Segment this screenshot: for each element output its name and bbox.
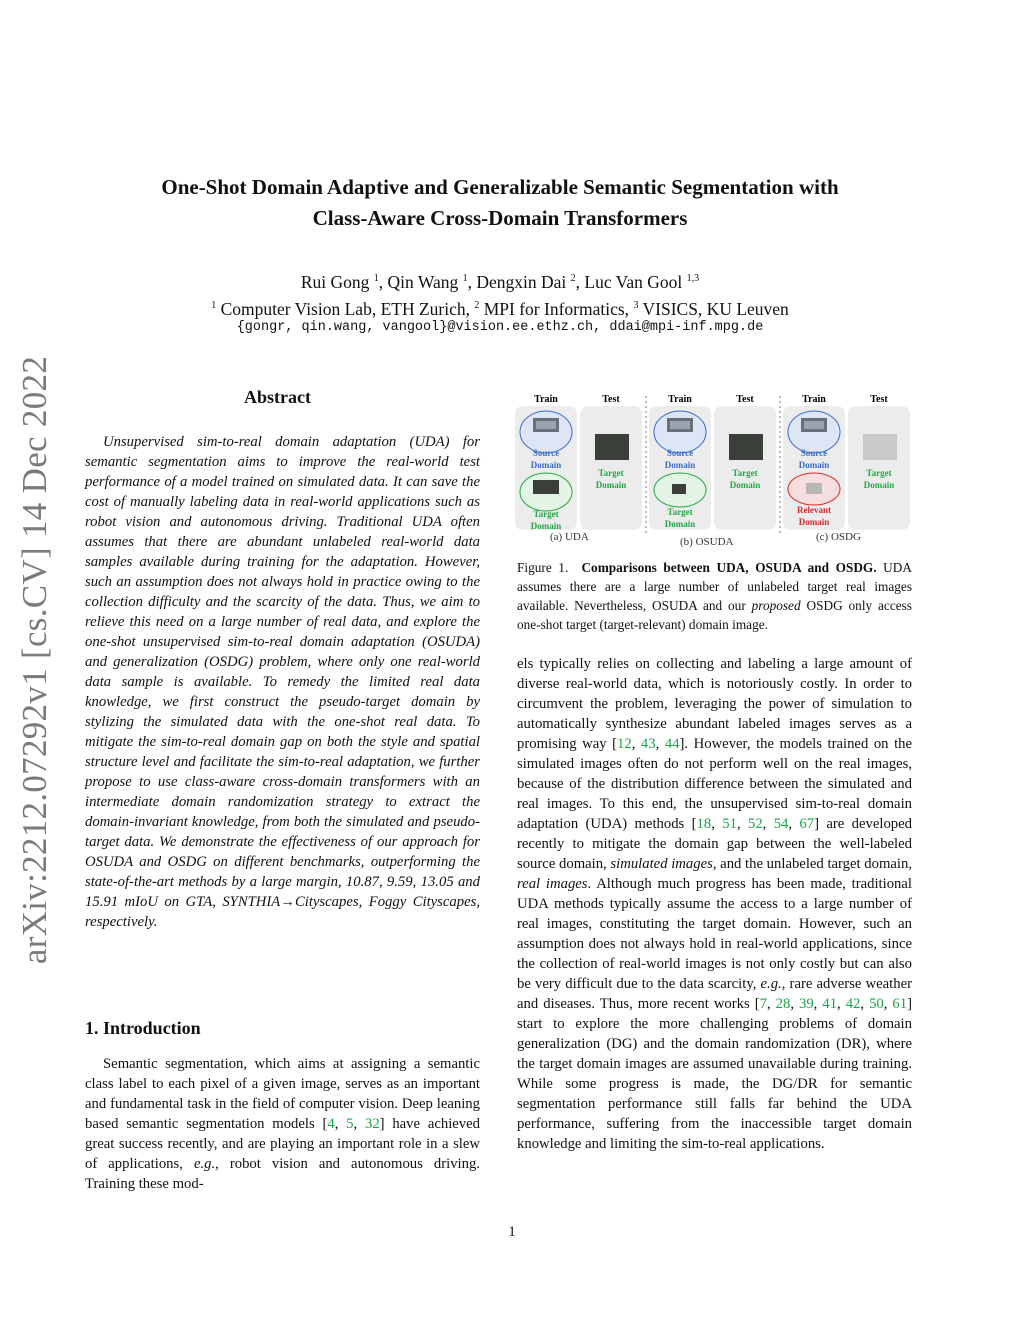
citation-link[interactable]: 61 [892,996,908,1012]
svg-text:Domain: Domain [863,480,895,490]
citation-link[interactable]: 67 [799,816,815,832]
citation-link[interactable]: 50 [869,996,884,1012]
author-list: Rui Gong $^1$, Qin Wang $^1$, Dengxin Dai $^2$, Luc Van Gool $^{1,3}$ [300,271,700,292]
svg-text:Domain: Domain [530,521,562,531]
svg-text:Relevant: Relevant [797,505,831,515]
affiliations: $^1$ Computer Vision Lab, ETH Zurich, $^2$ MPI for Informatics, $^3$ VISICS, KU Leuven [211,298,789,319]
osdg-test-label: Test [870,394,888,405]
paper-title [100,172,900,234]
osuda-test-label: Test [736,394,754,405]
citation-link[interactable]: 54 [773,816,789,832]
svg-text:Domain: Domain [798,517,830,527]
citation-link[interactable]: 4 [327,1116,335,1132]
osuda-train-label: Train [668,394,692,405]
svg-text:Domain: Domain [798,460,830,470]
uda-test-label: Test [602,394,620,405]
caption-label: Figure 1. [517,560,569,575]
citation-link[interactable]: 42 [845,996,861,1012]
figure-1-caption: Figure 1. Comparisons between UDA, OSUDA and OSDG. UDA assumes there are a large number of unlabeled target real images available. Nevertheless, OSUDA and our proposed OSDG only access one-shot target (target-relevant) domain image. [517,560,912,632]
uda-train-label: Train [534,394,558,405]
abstract-text: Unsupervised sim-to-real domain adaptation (UDA) for semantic segmentation aims to improve the real-world test performance of a model trained on simulated data. It can save the cost of manually labeling data in real-world applications such as robot vision and autonomous driving. Traditional UDA often assumes that there are abundant unlabeled real-world data samples available during training for the adaptation. However, such an assumption does not always hold in practice owing to the collection difficulty and the scarcity of the data. Thus, we aim to relieve this need on a large number of real data, and explore the one-shot unsupervised sim-to-real domain adaptation (OSUDA) and generalization (OSDG) problem, where only one real-world data sample is available. To remedy the limited real data knowledge, we first construct the pseudo-target domain by stylizing the simulated data with the one-shot real data. To mitigate the sim-to-real domain gap on both the style and spatial structure level and facilitate the sim-to-real adaptation, we further propose to use class-aware cross-domain transformers with an intermediate domain randomization strategy to extract the domain-invariant knowledge, from both the simulated and pseudo-target data. We demonstrate the effectiveness of our approach for OSUDA and OSDG on different benchmarks, outperforming the state-of-the-art methods by a large margin, 10.87, 9.59, 13.05 and 15.91 mIoU on GTA, SYNTHIA→Cityscapes, Foggy Cityscapes, respectively. [85,434,480,930]
citation-link[interactable]: 7 [759,996,767,1012]
arxiv-sidebar-stamp [8,350,62,970]
citation-link[interactable]: 12 [617,736,632,752]
subfigure-label-osuda: (b) OSUDA [680,536,734,548]
caption-title: Comparisons between UDA, OSUDA and OSDG. [581,560,877,575]
svg-text:Source: Source [532,448,560,458]
citation-link[interactable]: 39 [798,996,814,1012]
svg-text:Target: Target [598,468,624,478]
citation-link[interactable]: 44 [664,736,680,752]
subfigure-label-uda: (a) UDA [550,531,589,543]
svg-text:Source: Source [800,448,828,458]
svg-text:Domain: Domain [729,480,761,490]
svg-text:Target: Target [866,468,892,478]
introduction-continued [517,654,912,1154]
citation-link[interactable]: 28 [775,996,791,1012]
figure-1-diagram [515,390,915,550]
svg-text:Target: Target [533,509,559,519]
test-image-stack [863,434,897,460]
abstract-heading: Abstract [244,387,311,407]
test-image-stack [595,434,629,460]
svg-text:Domain: Domain [530,460,562,470]
author-emails: {gongr, qin.wang, vangool}@vision.ee.ethz.ch, ddai@mpi-inf.mpg.de [236,320,764,335]
abstract-body [85,432,480,932]
title-line-2: Class-Aware Cross-Domain Transformers [312,206,688,230]
svg-text:Source: Source [666,448,694,458]
svg-text:Domain: Domain [664,519,696,529]
svg-text:Target: Target [732,468,758,478]
subfigure-label-osdg: (c) OSDG [816,531,861,543]
introduction-heading: 1. Introduction [85,1018,201,1038]
page-number: 1 [508,1224,516,1240]
introduction-body [85,1054,480,1194]
citation-link[interactable]: 41 [822,996,838,1012]
arxiv-id: arXiv:2212.07292v1 [cs.CV] 14 Dec 2022 [15,355,54,965]
citation-link[interactable]: 51 [722,816,737,832]
osdg-train-label: Train [802,394,826,405]
intro-paragraph: Semantic segmentation, which aims at assigning a semantic class label to each pixel of a given image, serves as an important and fundamental task in the field of computer vision. Deep leaning based semantic segmentation models [4, 5, 32] have achieved great success recently, and are playing an important role in a slew of applications, e.g., robot vision and autonomous driving. Training these mod- [85,1056,481,1192]
svg-text:Target: Target [667,507,693,517]
author-block [100,267,900,321]
svg-text:Domain: Domain [595,480,627,490]
citation-link[interactable]: 5 [346,1116,354,1132]
title-line-1: One-Shot Domain Adaptive and Generalizable Semantic Segmentation with [161,175,839,199]
citation-link[interactable]: 32 [364,1116,380,1132]
figure-1 [515,390,915,550]
citation-link[interactable]: 18 [696,816,712,832]
citation-link[interactable]: 52 [747,816,763,832]
test-image-stack [729,434,763,460]
svg-text:Domain: Domain [664,460,696,470]
target-image-thumbnail [533,480,559,494]
citation-link[interactable]: 43 [640,736,656,752]
intro-paragraph-continued: els typically relies on collecting and labeling a large amount of diverse real-world data, which is notoriously costly. In order to circumvent the problem, leveraging the power of simulation to automatically synthesize abundant labeled images serves as a promising way [12, 43, 44]. However, the models trained on the simulated images often do not perform well on the real images, because of the distribution difference between the simulated and real images. To this end, the unsupervised sim-to-real domain adaptation (UDA) methods [18, 51, 52, 54, 67] are developed recently to mitigate the domain gap between the well-labeled source domain, simulated images, and the unlabeled target domain, real images. Although much progress has been made, traditional UDA methods typically assume the access to a large number of real images, constituting the target domain. However, such an assumption does not always hold in real-world applications, since the collection of real-world images is not only costly but can also be very difficult due to the data scarcity, e.g., rare adverse weather and diseases. Thus, more recent works [7, 28, 39, 41, 42, 50, 61] start to explore the more challenging problems of domain generalization (DG) and the domain randomization (DR), where the target domain images are assumed unavailable during training. While some progress is made, the DG/DR for semantic segmentation performance still falls far behind the UDA performance, suffering from the inaccessible target domain knowledge and limiting the sim-to-real applications. [517,656,913,1152]
